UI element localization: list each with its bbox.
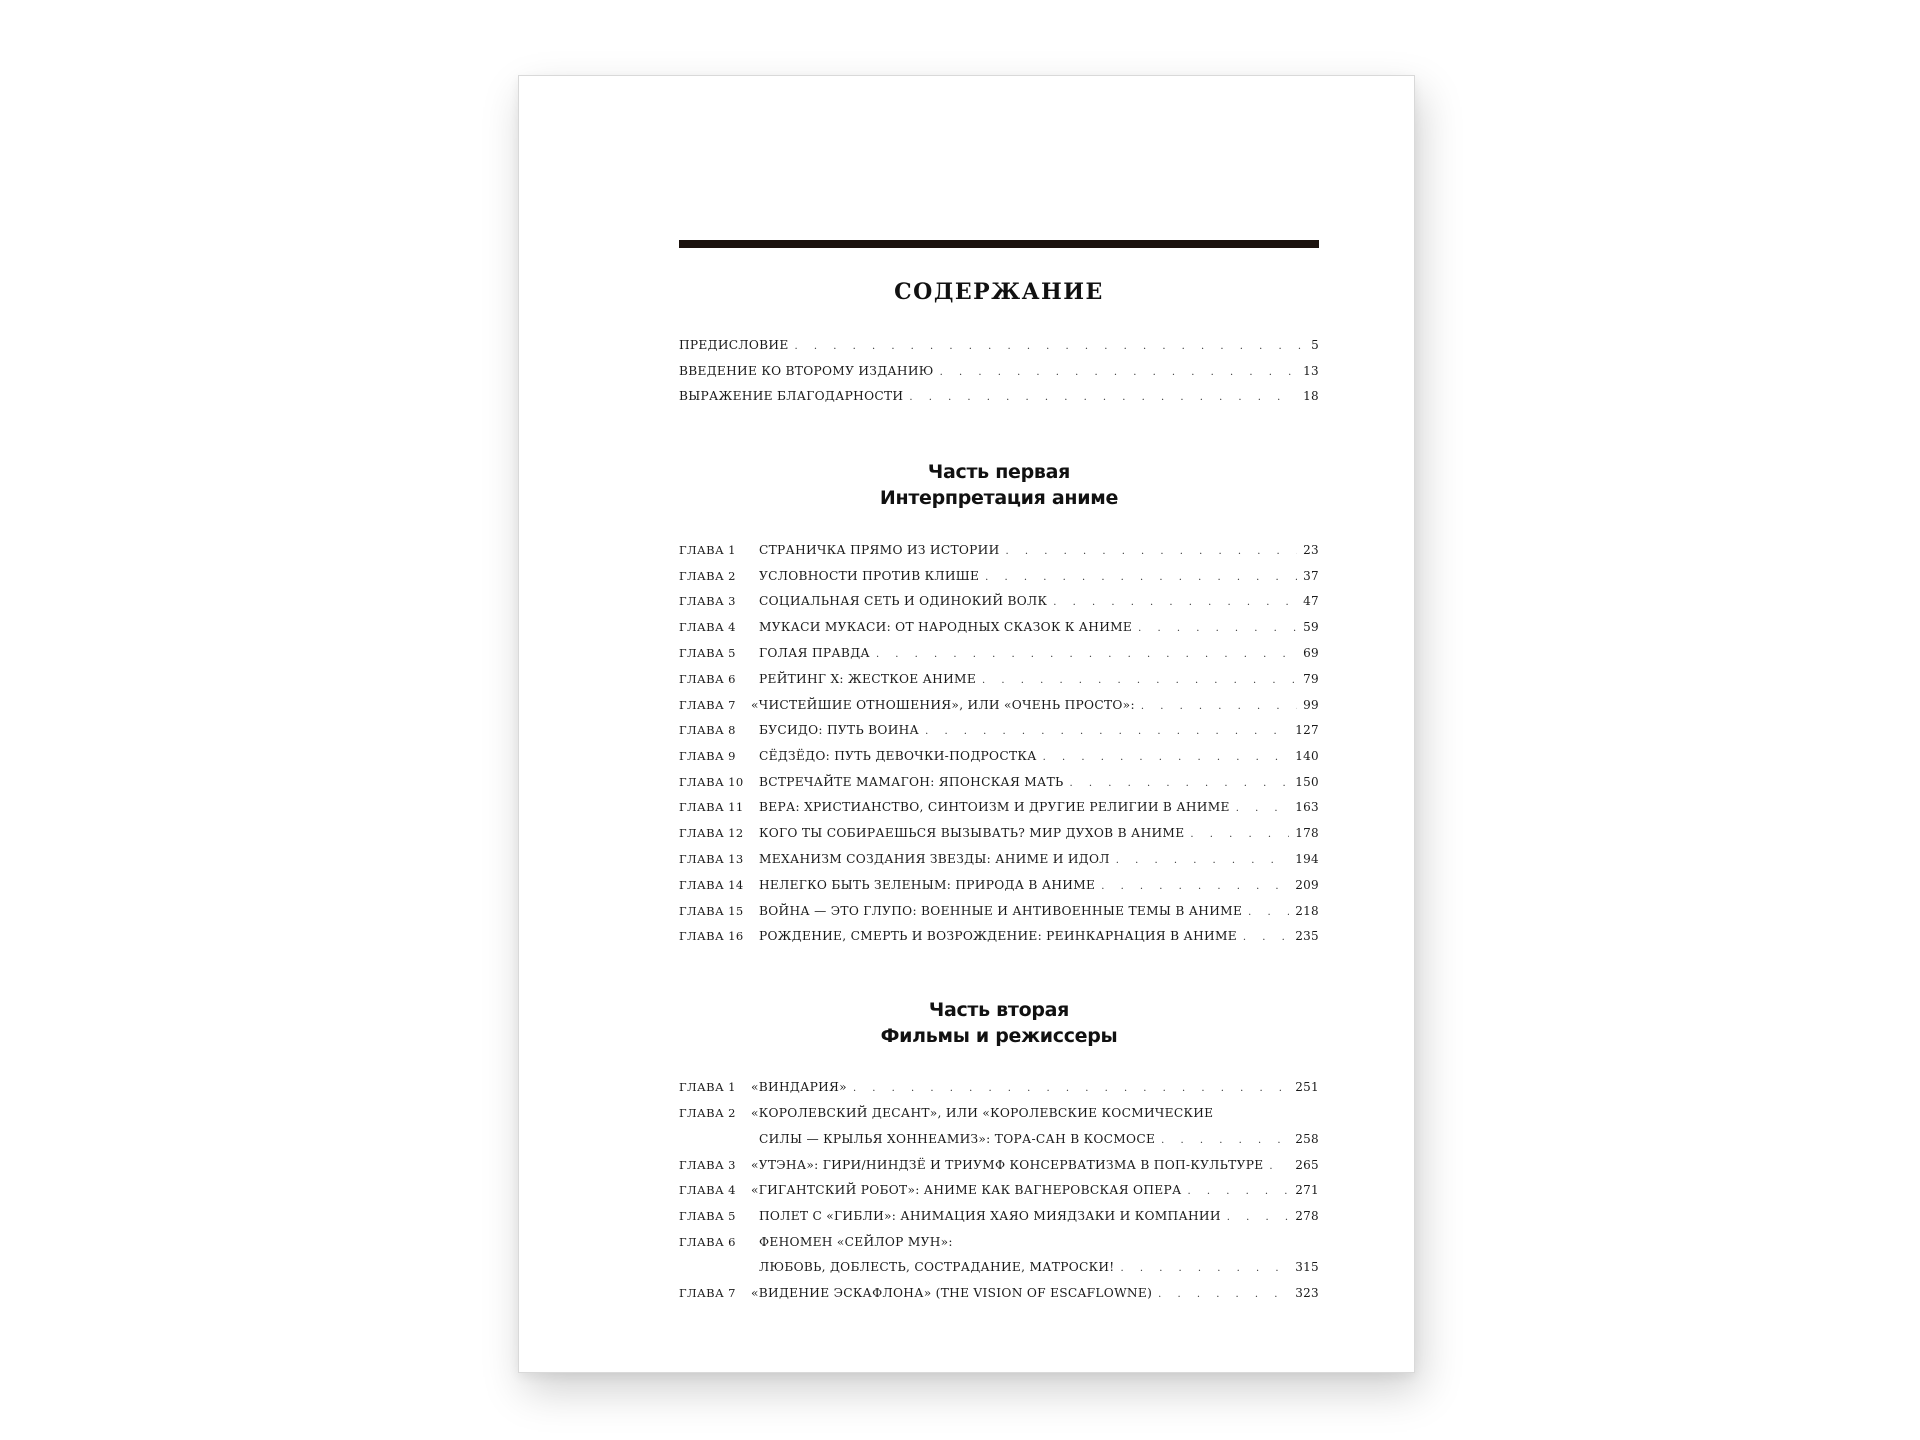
chapter-page: 23 bbox=[1303, 543, 1319, 557]
leader-dots bbox=[1043, 752, 1290, 763]
chapter-title: ПОЛЕТ С «ГИБЛИ»: АНИМАЦИЯ ХАЯО МИЯДЗАКИ И КОМПАНИИ bbox=[759, 1209, 1221, 1223]
chapter-title: БУСИДО: ПУТЬ ВОИНА bbox=[759, 723, 920, 737]
chapter-label: ГЛАВА 11 bbox=[679, 800, 744, 814]
part-two-label: Часть вторая bbox=[928, 999, 1070, 1021]
toc-chapter-entry bbox=[679, 723, 1319, 747]
chapter-label: ГЛАВА 4 bbox=[679, 1183, 736, 1197]
toc-chapter-entry bbox=[679, 1209, 1319, 1233]
chapter-title: «ВИДЕНИЕ ЭСКАФЛОНА» (THE VISION OF ESCAFLOWNE) bbox=[751, 1286, 1153, 1300]
toc-chapter-entry bbox=[679, 826, 1319, 850]
chapter-title: УСЛОВНОСТИ ПРОТИВ КЛИШЕ bbox=[759, 569, 980, 583]
chapter-label: ГЛАВА 3 bbox=[679, 1158, 736, 1172]
chapter-page: 209 bbox=[1295, 878, 1319, 892]
entry-title: ПРЕДИСЛОВИЕ bbox=[679, 338, 789, 352]
chapter-title: «ЧИСТЕЙШИЕ ОТНОШЕНИЯ», ИЛИ «ОЧЕНЬ ПРОСТО»: bbox=[751, 698, 1135, 712]
chapter-title: МЕХАНИЗМ СОЗДАНИЯ ЗВЕЗДЫ: АНИМЕ И ИДОЛ bbox=[759, 852, 1110, 866]
chapter-title: ФЕНОМЕН «СЕЙЛОР МУН»: bbox=[759, 1235, 953, 1249]
entry-page: 5 bbox=[1311, 338, 1319, 352]
chapter-label: ГЛАВА 3 bbox=[679, 594, 736, 608]
toc-chapter-entry bbox=[679, 620, 1319, 644]
leader-dots bbox=[1158, 1289, 1289, 1300]
leader-dots bbox=[1053, 597, 1297, 608]
leader-dots bbox=[925, 726, 1289, 737]
leader-dots bbox=[1116, 855, 1289, 866]
chapter-label: ГЛАВА 12 bbox=[679, 826, 744, 840]
chapter-label: ГЛАВА 8 bbox=[679, 723, 736, 737]
chapter-label: ГЛАВА 1 bbox=[679, 1080, 736, 1094]
leader-dots bbox=[1227, 1212, 1289, 1223]
chapter-page: 47 bbox=[1303, 594, 1319, 608]
chapter-page: 271 bbox=[1295, 1183, 1319, 1197]
chapter-title: «КОРОЛЕВСКИЙ ДЕСАНТ», ИЛИ «КОРОЛЕВСКИЕ КОСМИЧЕСКИЕ bbox=[751, 1106, 1214, 1120]
chapter-title: РЕЙТИНГ X: ЖЕСТКОЕ АНИМЕ bbox=[759, 672, 977, 686]
leader-dots bbox=[982, 675, 1297, 686]
toc-chapter-entry bbox=[679, 1183, 1319, 1207]
leader-dots bbox=[1188, 1186, 1290, 1197]
chapter-label: ГЛАВА 16 bbox=[679, 929, 744, 943]
chapter-page: 323 bbox=[1295, 1286, 1319, 1300]
toc-chapter-entry bbox=[679, 1286, 1319, 1310]
leader-dots bbox=[985, 572, 1297, 583]
chapter-page: 127 bbox=[1295, 723, 1319, 737]
toc-chapter-entry bbox=[679, 929, 1319, 953]
part-two-subtitle: Фильмы и режиссеры bbox=[880, 1025, 1118, 1047]
chapter-label: ГЛАВА 14 bbox=[679, 878, 744, 892]
toc-entry-intro bbox=[679, 364, 1319, 388]
chapter-title: КОГО ТЫ СОБИРАЕШЬСЯ ВЫЗЫВАТЬ? МИР ДУХОВ В АНИМЕ bbox=[759, 826, 1185, 840]
leader-dots bbox=[1269, 1161, 1289, 1172]
toc-chapter-entry bbox=[679, 569, 1319, 593]
chapter-page: 235 bbox=[1295, 929, 1319, 943]
chapter-label: ГЛАВА 13 bbox=[679, 852, 744, 866]
chapter-label: ГЛАВА 15 bbox=[679, 904, 744, 918]
chapter-page: 265 bbox=[1295, 1158, 1319, 1172]
chapter-label: ГЛАВА 5 bbox=[679, 646, 736, 660]
chapter-title: ВЕРА: ХРИСТИАНСТВО, СИНТОИЗМ И ДРУГИЕ РЕЛИГИИ В АНИМЕ bbox=[759, 800, 1230, 814]
leader-dots bbox=[940, 367, 1297, 378]
chapter-label: ГЛАВА 5 bbox=[679, 1209, 736, 1223]
chapter-page: 258 bbox=[1295, 1132, 1319, 1146]
toc-entry-acknowledgements bbox=[679, 389, 1319, 413]
toc-chapter-entry bbox=[679, 594, 1319, 618]
toc-chapter-entry bbox=[679, 543, 1319, 567]
entry-page: 13 bbox=[1303, 364, 1319, 378]
chapter-page: 69 bbox=[1303, 646, 1319, 660]
chapter-label: ГЛАВА 1 bbox=[679, 543, 736, 557]
leader-dots bbox=[1006, 546, 1298, 557]
chapter-page: 278 bbox=[1295, 1209, 1319, 1223]
leader-dots bbox=[909, 392, 1297, 403]
chapter-label: ГЛАВА 2 bbox=[679, 569, 736, 583]
chapter-label: ГЛАВА 7 bbox=[679, 1286, 736, 1300]
chapter-title: ГОЛАЯ ПРАВДА bbox=[759, 646, 870, 660]
chapter-title: СЁДЗЁДО: ПУТЬ ДЕВОЧКИ-ПОДРОСТКА bbox=[759, 749, 1037, 763]
toc-chapter-entry bbox=[679, 1235, 1319, 1259]
chapter-page: 79 bbox=[1303, 672, 1319, 686]
chapter-title: «ГИГАНТСКИЙ РОБОТ»: АНИМЕ КАК ВАГНЕРОВСКАЯ ОПЕРА bbox=[751, 1183, 1182, 1197]
toc-chapter-entry bbox=[679, 852, 1319, 876]
leader-dots bbox=[1101, 881, 1289, 892]
toc-chapter-entry bbox=[679, 775, 1319, 799]
toc-chapter-entry bbox=[679, 800, 1319, 824]
chapter-page: 140 bbox=[1295, 749, 1319, 763]
toc-chapter-entry bbox=[679, 1080, 1319, 1104]
toc-chapter-entry bbox=[679, 878, 1319, 902]
toc-chapter-entry bbox=[679, 904, 1319, 928]
leader-dots bbox=[853, 1083, 1289, 1094]
chapter-page: 218 bbox=[1295, 904, 1319, 918]
leader-dots bbox=[1236, 803, 1289, 814]
chapter-label: ГЛАВА 6 bbox=[679, 1235, 736, 1249]
chapter-page: 178 bbox=[1295, 826, 1319, 840]
leader-dots bbox=[1248, 907, 1289, 918]
chapter-title-continuation: СИЛЫ — КРЫЛЬЯ ХОННЕАМИЗ»: ТОРА-САН В КОСМОСЕ bbox=[759, 1132, 1156, 1146]
chapter-page: 194 bbox=[1295, 852, 1319, 866]
leader-dots bbox=[1190, 829, 1289, 840]
top-rule bbox=[679, 240, 1319, 248]
entry-title: ВВЕДЕНИЕ КО ВТОРОМУ ИЗДАНИЮ bbox=[679, 364, 934, 378]
chapter-page: 37 bbox=[1303, 569, 1319, 583]
chapter-label: ГЛАВА 2 bbox=[679, 1106, 736, 1120]
leader-dots bbox=[795, 341, 1306, 352]
chapter-label: ГЛАВА 9 bbox=[679, 749, 736, 763]
leader-dots bbox=[876, 649, 1297, 660]
chapter-title: НЕЛЕГКО БЫТЬ ЗЕЛЕНЫМ: ПРИРОДА В АНИМЕ bbox=[759, 878, 1096, 892]
chapter-title: «ВИНДАРИЯ» bbox=[751, 1080, 847, 1094]
toc-chapter-entry bbox=[679, 749, 1319, 773]
toc-title: СОДЕРЖАНИЕ bbox=[894, 279, 1104, 305]
toc-chapter-entry bbox=[679, 1106, 1319, 1130]
part-one-subtitle: Интерпретация аниме bbox=[879, 487, 1119, 509]
toc-chapter-entry bbox=[679, 698, 1319, 722]
toc-chapter-entry bbox=[679, 1158, 1319, 1182]
chapter-page: 59 bbox=[1303, 620, 1319, 634]
chapter-title: РОЖДЕНИЕ, СМЕРТЬ И ВОЗРОЖДЕНИЕ: РЕИНКАРНАЦИЯ В АНИМЕ bbox=[759, 929, 1237, 943]
chapter-label: ГЛАВА 10 bbox=[679, 775, 744, 789]
toc-entry-preface bbox=[679, 338, 1319, 362]
leader-dots bbox=[1120, 1263, 1289, 1274]
chapter-page: 163 bbox=[1295, 800, 1319, 814]
toc-chapter-entry-continuation bbox=[679, 1260, 1319, 1284]
leader-dots bbox=[1161, 1135, 1289, 1146]
chapter-title: СОЦИАЛЬНАЯ СЕТЬ И ОДИНОКИЙ ВОЛК bbox=[759, 594, 1048, 608]
chapter-label: ГЛАВА 6 bbox=[679, 672, 736, 686]
chapter-page: 315 bbox=[1295, 1260, 1319, 1274]
part-one-label: Часть первая bbox=[927, 461, 1071, 483]
chapter-label: ГЛАВА 7 bbox=[679, 698, 736, 712]
chapter-page: 251 bbox=[1295, 1080, 1319, 1094]
leader-dots bbox=[1138, 623, 1297, 634]
book-page bbox=[518, 75, 1415, 1373]
toc-chapter-entry bbox=[679, 646, 1319, 670]
part-two-heading bbox=[679, 997, 1319, 1049]
chapter-title: ВСТРЕЧАЙТЕ МАМАГОН: ЯПОНСКАЯ МАТЬ bbox=[759, 775, 1064, 789]
leader-dots bbox=[1141, 701, 1297, 712]
chapter-title: «УТЭНА»: ГИРИ/НИНДЗЁ И ТРИУМФ КОНСЕРВАТИЗМА В ПОП-КУЛЬТУРЕ bbox=[751, 1158, 1264, 1172]
leader-dots bbox=[1243, 932, 1289, 943]
chapter-page: 150 bbox=[1295, 775, 1319, 789]
chapter-title: СТРАНИЧКА ПРЯМО ИЗ ИСТОРИИ bbox=[759, 543, 1000, 557]
toc-chapter-entry bbox=[679, 672, 1319, 696]
chapter-title: МУКАСИ МУКАСИ: ОТ НАРОДНЫХ СКАЗОК К АНИМЕ bbox=[759, 620, 1133, 634]
entry-page: 18 bbox=[1303, 389, 1319, 403]
chapter-label: ГЛАВА 4 bbox=[679, 620, 736, 634]
chapter-title: ВОЙНА — ЭТО ГЛУПО: ВОЕННЫЕ И АНТИВОЕННЫЕ ТЕМЫ В АНИМЕ bbox=[759, 904, 1243, 918]
toc-chapter-entry-continuation bbox=[679, 1132, 1319, 1156]
chapter-title-continuation: ЛЮБОВЬ, ДОБЛЕСТЬ, СОСТРАДАНИЕ, МАТРОСКИ! bbox=[759, 1260, 1115, 1274]
chapter-page: 99 bbox=[1303, 698, 1319, 712]
entry-title: ВЫРАЖЕНИЕ БЛАГОДАРНОСТИ bbox=[679, 389, 904, 403]
part-one-heading bbox=[679, 459, 1319, 511]
leader-dots bbox=[1070, 778, 1290, 789]
